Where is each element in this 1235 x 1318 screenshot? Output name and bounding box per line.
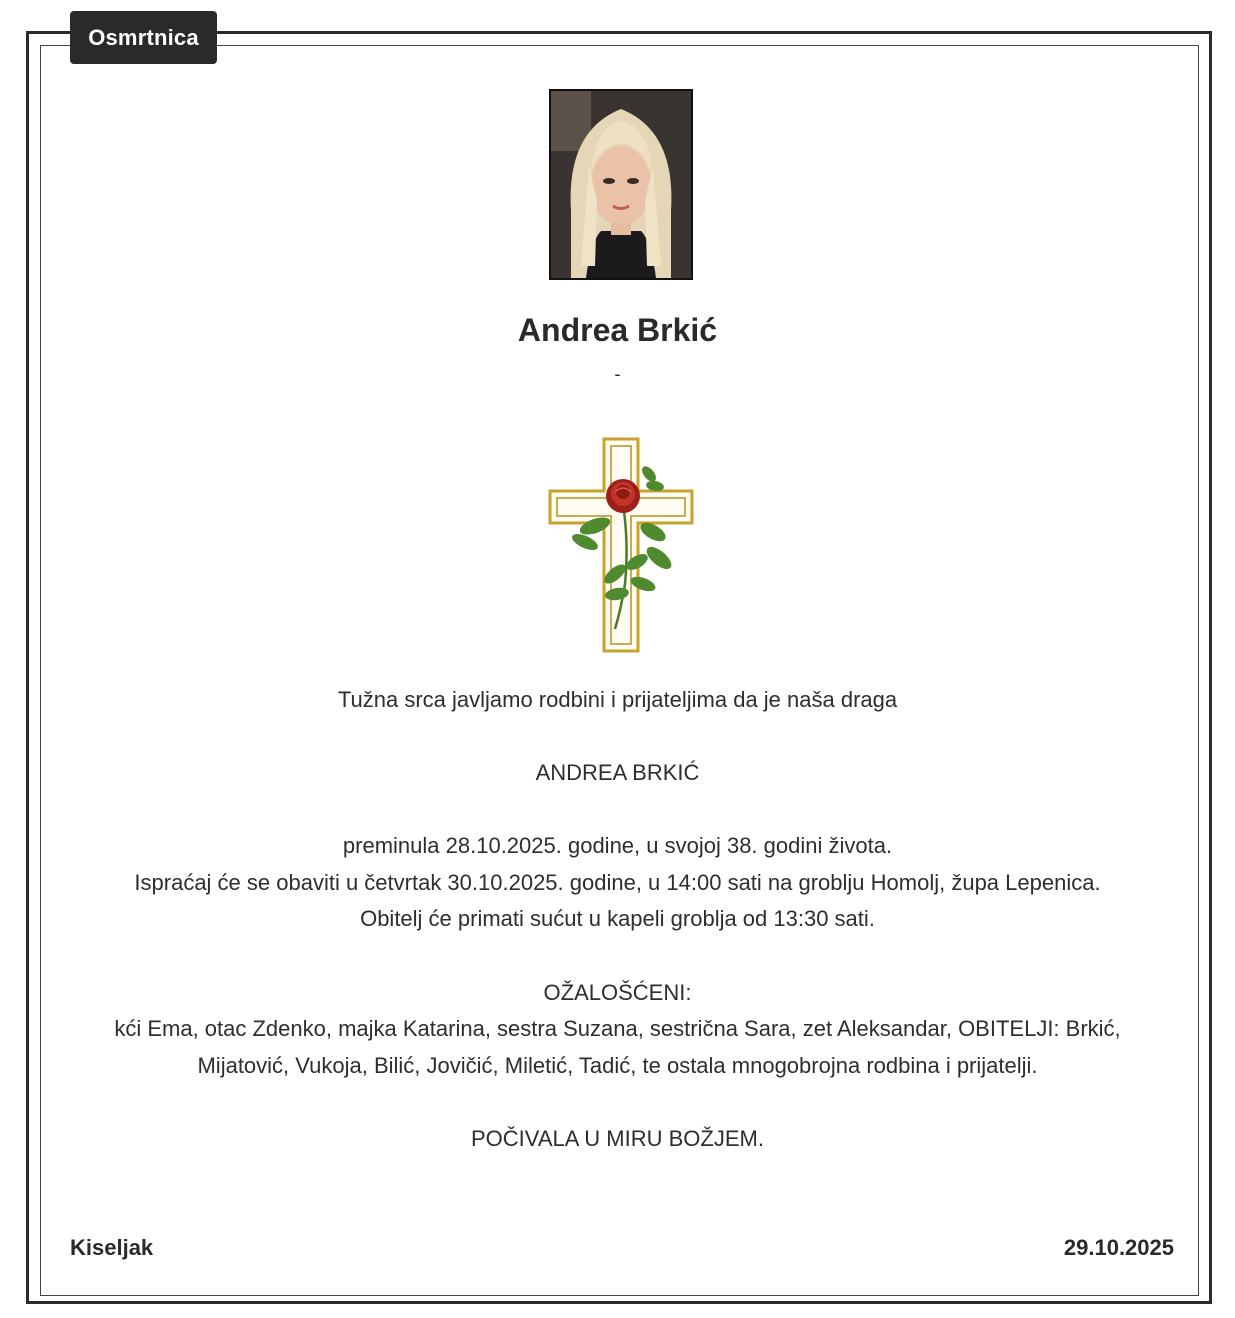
closing-line: POČIVALA U MIRU BOŽJEM. (471, 1126, 764, 1151)
dates-separator: - (614, 364, 621, 384)
obituary-tag: Osmrtnica (70, 11, 217, 64)
name-caps: ANDREA BRKIĆ (535, 760, 700, 785)
intro-text: Tužna srca javljamo rodbini i prijateljima da je naša draga (337, 687, 898, 712)
death-notice-line: preminula 28.10.2025. godine, u svojoj 38. godini života. (342, 833, 893, 858)
portrait-photo-illustration (551, 91, 691, 278)
condolences-line: Obitelj će primati sućut u kapeli groblja od 13:30 sati. (360, 906, 875, 931)
mourners-line-1: kći Ema, otac Zdenko, majka Katarina, sestra Suzana, sestrična Sara, zet Aleksandar, OBITELJI: Brkić, (114, 1016, 1121, 1041)
location: Kiseljak (70, 1235, 154, 1260)
publish-date: 29.10.2025 (1063, 1235, 1174, 1260)
funeral-info-line: Ispraćaj će se obaviti u četvrtak 30.10.2025. godine, u 14:00 sati na groblju Homolj, župa Lepenica. (134, 870, 1101, 895)
cross-with-rose-icon (545, 434, 697, 656)
mourners-line-2: Mijatović, Vukoja, Bilić, Jovičić, Miletić, Tadić, te ostala mnogobrojna rodbina i prijatelji. (197, 1053, 1038, 1078)
mourners-heading: OŽALOŠĆENI: (543, 980, 692, 1005)
deceased-name: Andrea Brkić (517, 312, 718, 348)
portrait-photo (549, 89, 693, 280)
